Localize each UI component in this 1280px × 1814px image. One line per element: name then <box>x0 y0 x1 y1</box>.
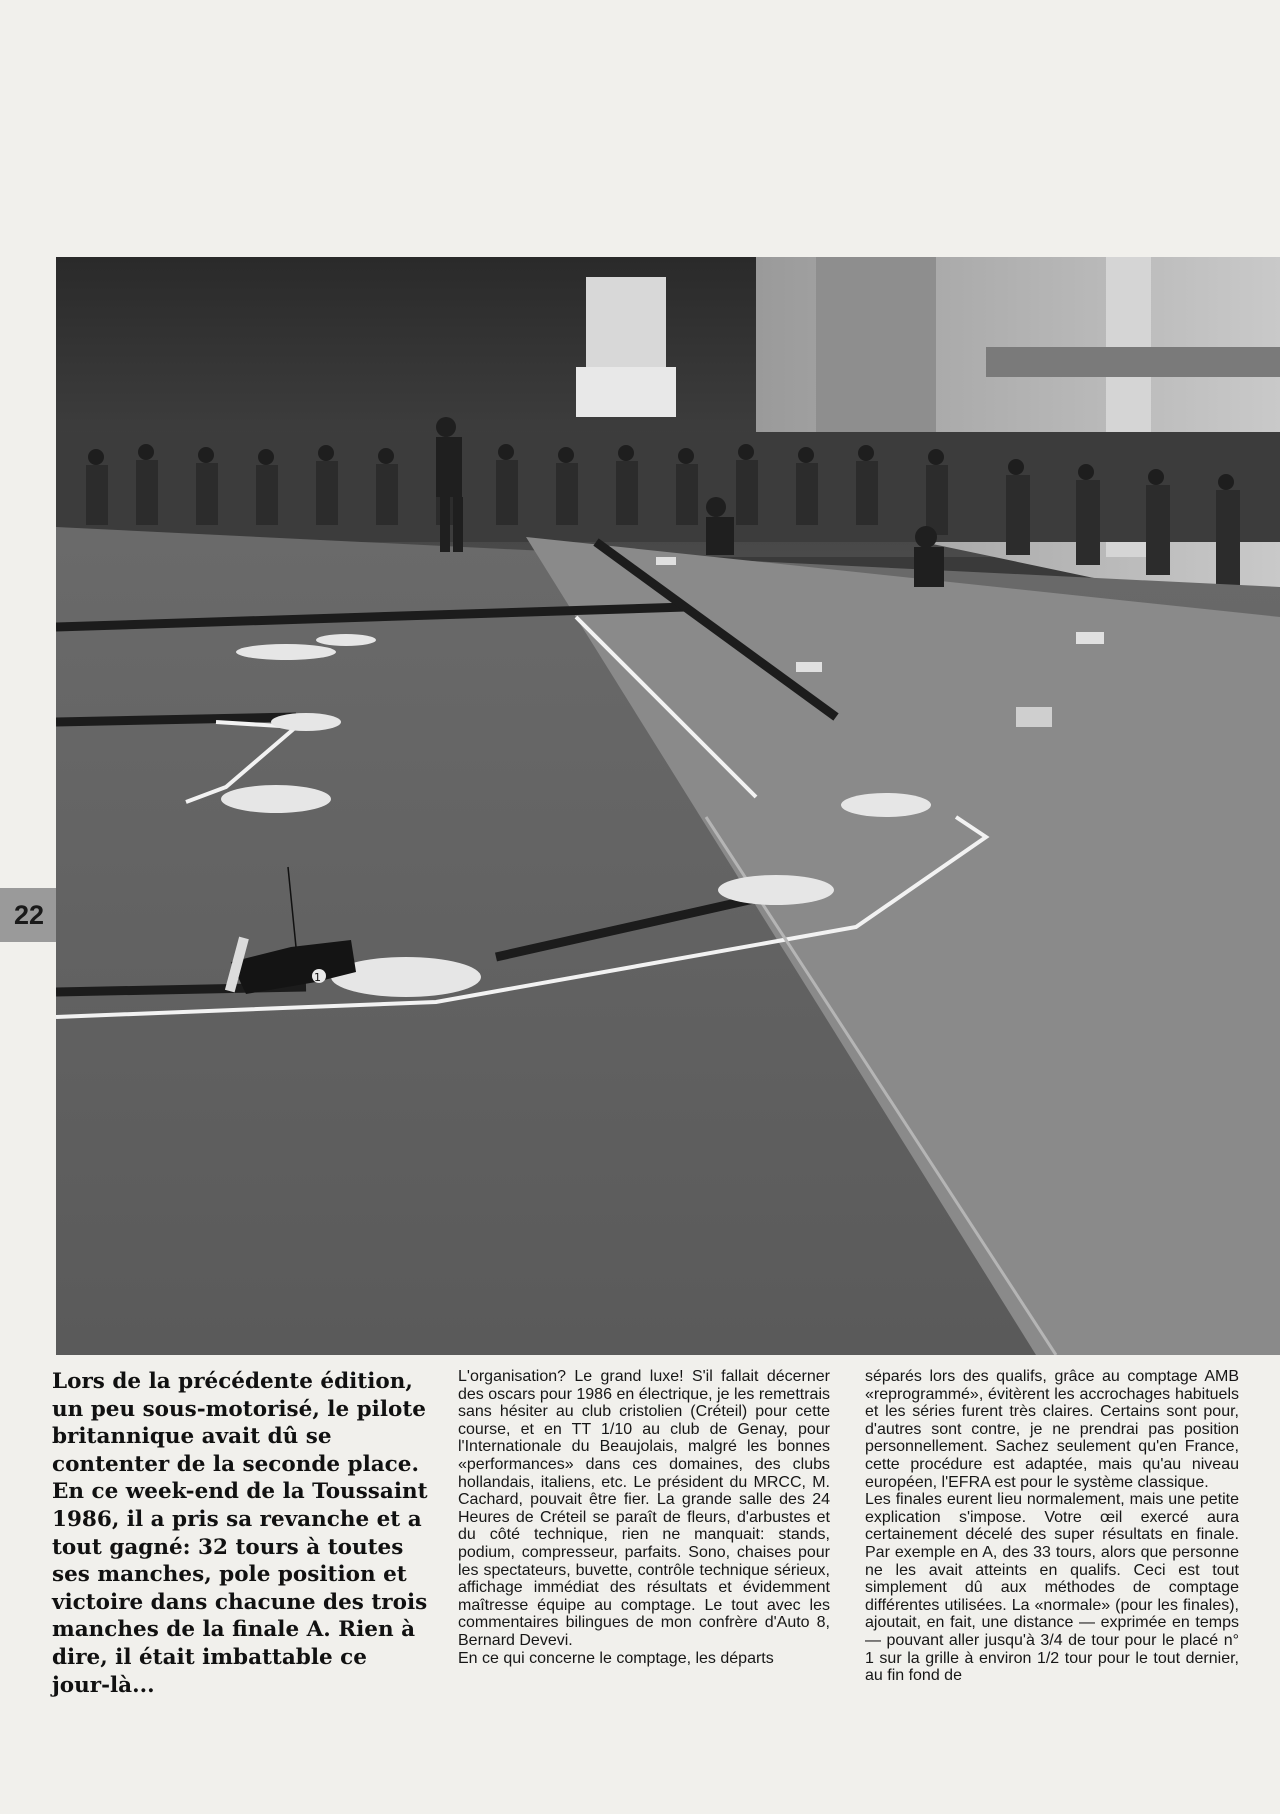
article-column-2 <box>458 1368 830 1667</box>
column-3-paragraph-1: séparés lors des qualifs, grâce au comptage AMB «reprogrammé», évitèrent les accrochages habituels et les séries furent très claires. Certains sont pour, d'autres sont contre, je ne prendrai pas position personnellement. Sachez seulement qu'en France, cette procédure est adaptée, mais qu'au niveau européen, l'EFRA est pour le système classique. <box>865 1368 1239 1491</box>
car-number: 1 <box>314 971 321 984</box>
column-3-paragraph-2: Les finales eurent lieu normalement, mais une petite explication s'impose. Votre œil exercé aura certainement décelé des super résultats en finale. Par exemple en A, des 33 tours, alors que personne ne les avait atteints en qualifs. Ceci est tout simplement dû aux méthodes de comptage différentes utilisées. La «normale» (pour les finales), ajoutait, en fait, une distance — exprimée en temps — pouvant aller jusqu'à 3/4 de tour pour le placé n° 1 sur la grille à environ 1/2 tour pour le tout dernier, au fin fond de <box>865 1491 1239 1685</box>
rc-car-race-hall-photo-icon <box>56 257 1280 1355</box>
page-number: 22 <box>0 888 58 942</box>
race-photo <box>56 257 1280 1355</box>
column-2-paragraph-1: L'organisation? Le grand luxe! S'il fallait décerner des oscars pour 1986 en électrique, je les remettrais sans hésiter au club cristolien (Créteil) pour cette course, et en TT 1/10 au club de Genay, pour l'Internationale du Beaujolais, malgré les bonnes «performances» dans ces domaines, des clubs hollandais, italiens, etc. Le président du MRCC, M. Cachard, pouvait être fier. La grande salle des 24 Heures de Créteil se paraît de fleurs, d'arbustes et du côté technique, rien ne manquait: stands, podium, compresseur, parfaits. Sono, chaises pour les spectateurs, buvette, contrôle technique sérieux, affichage immédiat des résultats et évidemment maîtresse équipe au comptage. Le tout avec les commentaires bilingues de mon confrère d'Auto 8, Bernard Devevi. <box>458 1368 830 1649</box>
article-column-3 <box>865 1368 1239 1685</box>
lead-paragraph: Lors de la précédente édition, un peu sous-motorisé, le pilote britannique avait dû se contenter de la seconde place. En ce week-end de la Toussaint 1986, il a pris sa revanche et a tout gagné: 32 tours à toutes ses manches, pole position et victoire dans chacune des trois manches de la finale A. Rien à dire, il était imbattable ce jour-là... <box>52 1369 428 1698</box>
column-2-paragraph-2: En ce qui concerne le comptage, les départs <box>458 1649 774 1667</box>
